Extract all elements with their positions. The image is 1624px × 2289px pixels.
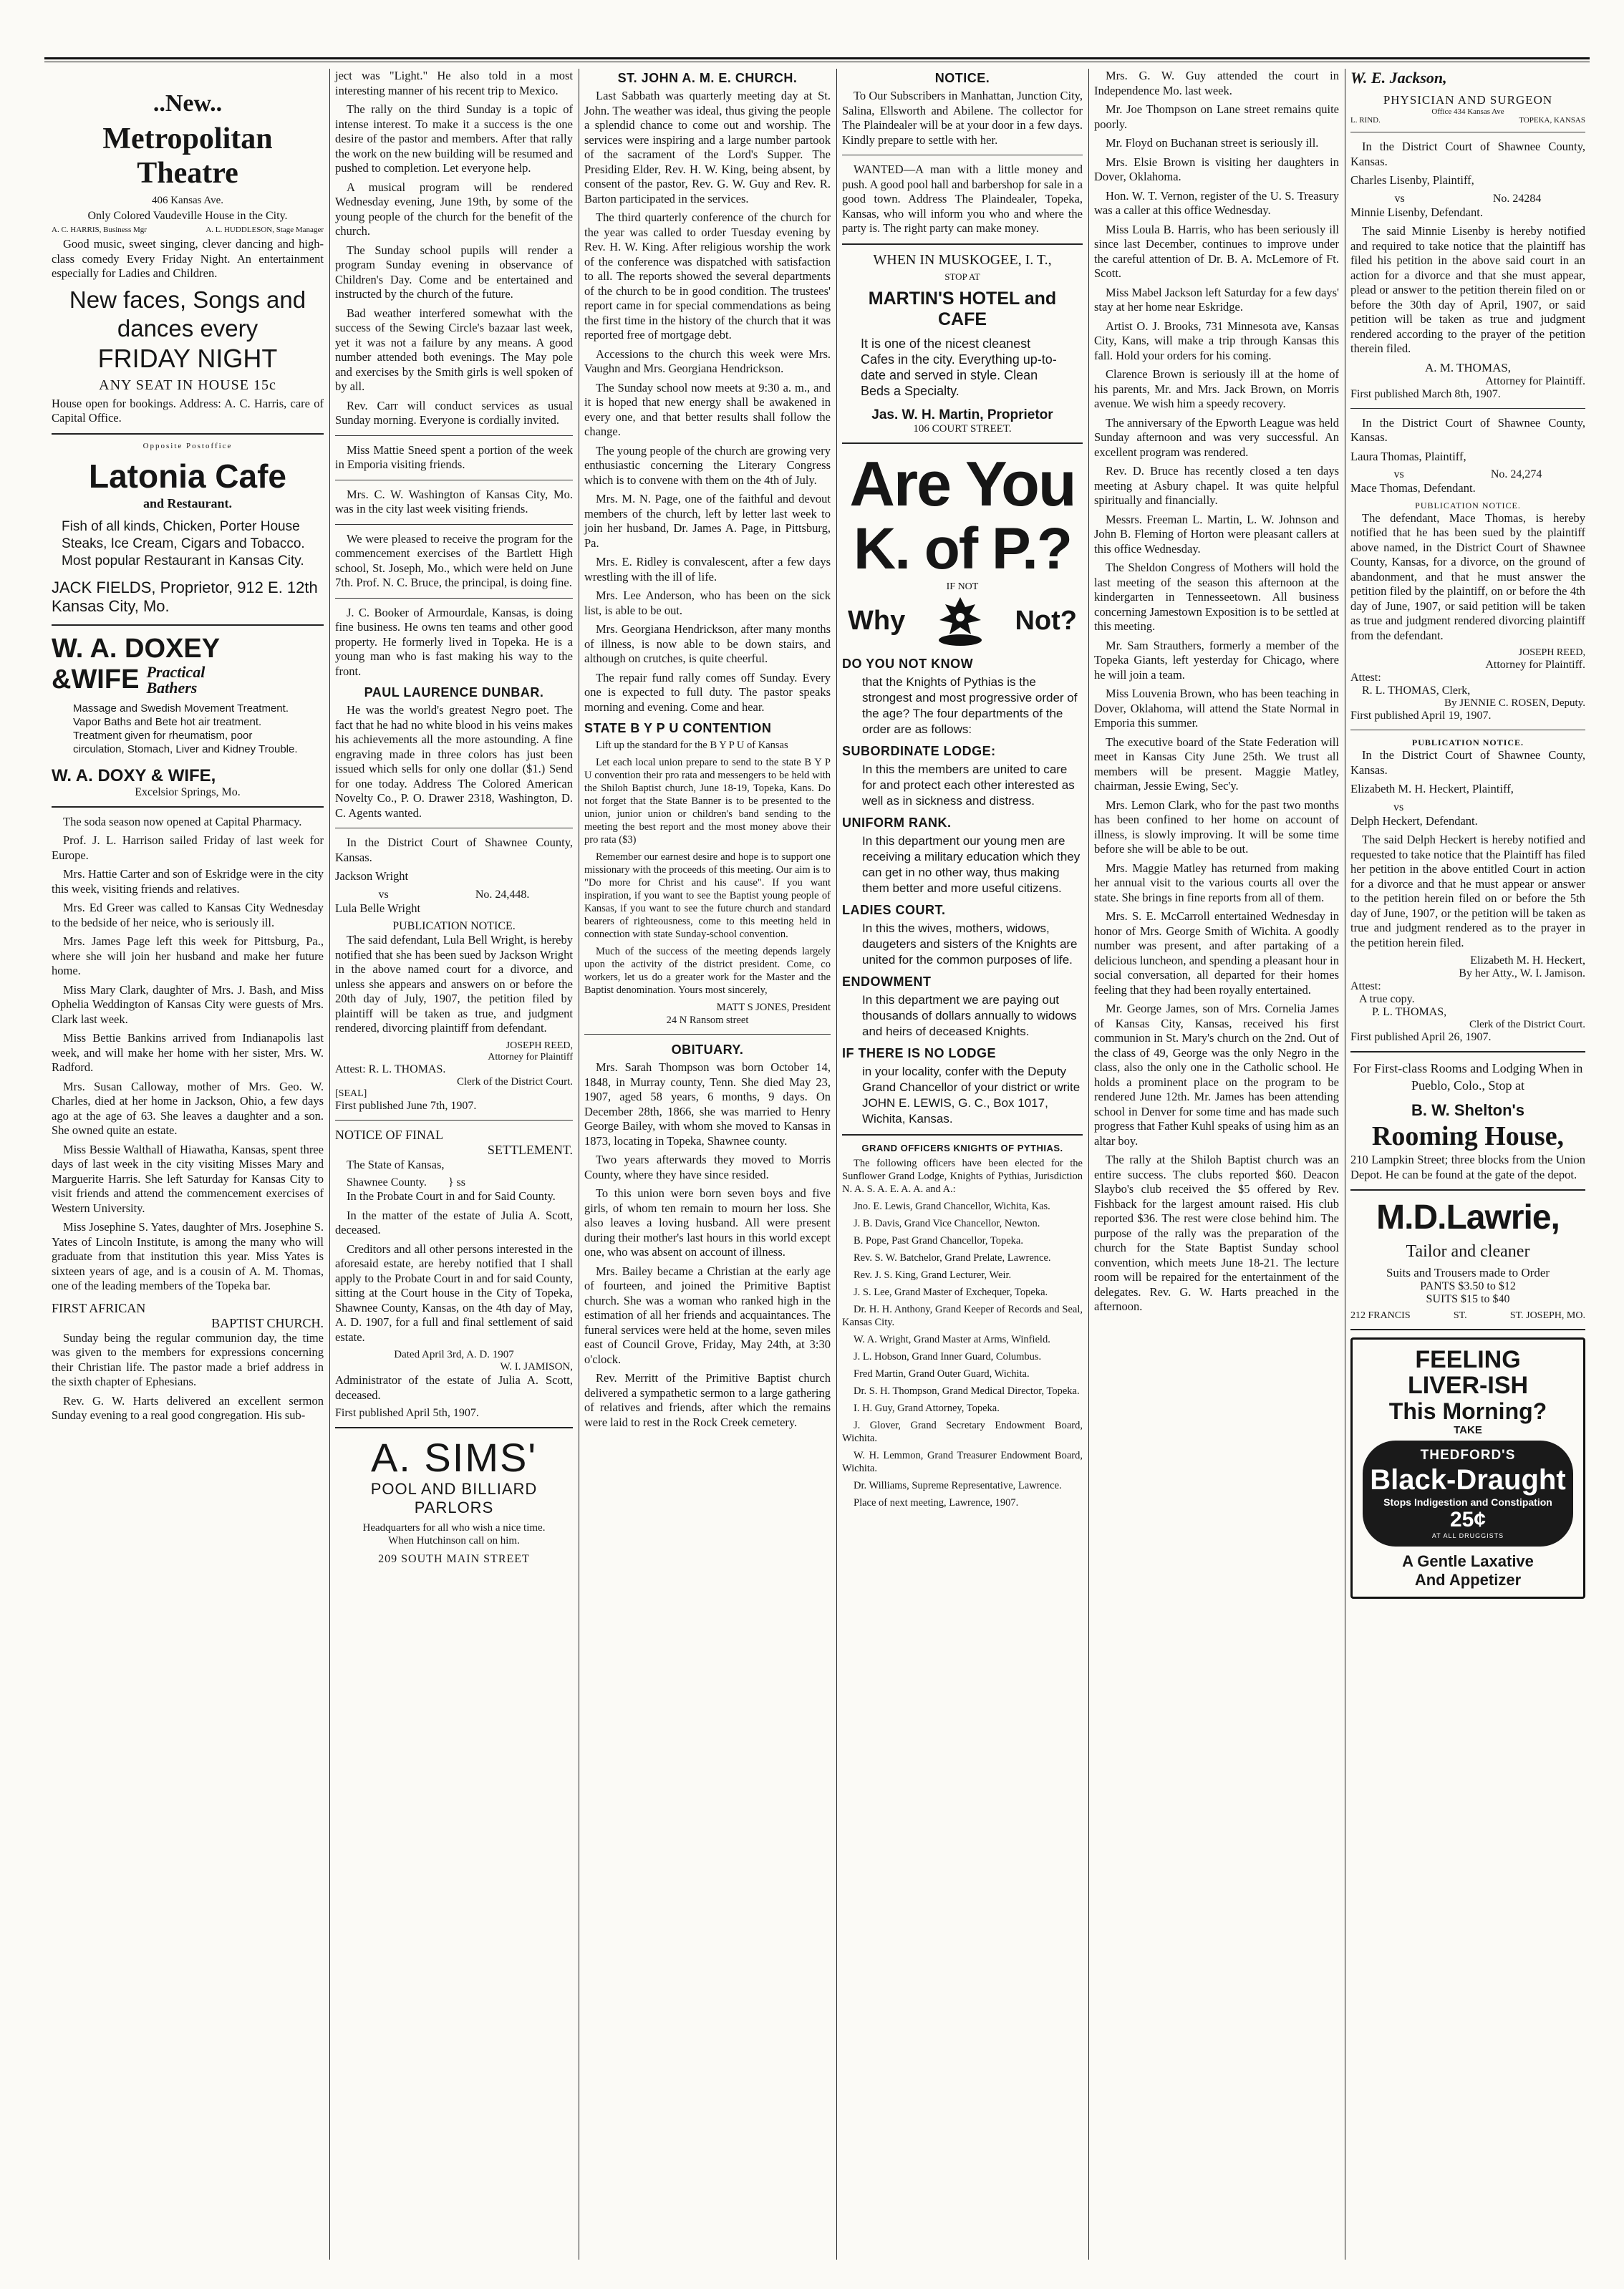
obituary-body: Mrs. Bailey became a Christian at the early age of fourteen, and joined the Primitive Baptist church. She was a woman who ranked high in the estimation of all her friends and acquaintances. The funeral services were held at the home, seven miles east of Council Grove, Friday, May 24th, at 3:30 o'clock. [584,1264,831,1366]
separator [1350,408,1585,409]
local-item: The anniversary of the Epworth League was held Sunday afternoon and was very successful. An excellent program was rendered. [1094,415,1339,459]
court-vs-row [335,889,573,901]
bd-morning: This Morning? [1388,1398,1547,1424]
separator [335,1427,573,1428]
lawrie-name: M.D.Lawrie, [1376,1199,1560,1237]
bd-appetizer: And Appetizer [1414,1571,1522,1589]
notice-1-plaintiff: Charles Lisenby, Plaintiff, [1350,173,1474,187]
jackson-address: Office 434 Kansas Ave [1431,107,1504,116]
officer-entry: W. H. Lemmon, Grand Treasurer Endowment Board, Wichita. [842,1449,1083,1474]
officer-entry: W. A. Wright, Grand Master at Arms, Winfield. [854,1333,1050,1345]
final-date: Dated April 3rd, A. D. 1907 [394,1349,514,1360]
bypu-body: Lift up the standard for the B Y P U of Kansas [596,740,788,751]
local-item: Mrs. James Page left this week for Pittsburg, Pa., where she will join her husband and make her future home. [52,934,324,977]
local-item: Mr. Joe Thompson on Lane street remains quite poorly. [1094,102,1339,131]
rooming-house: Rooming House, [1371,1121,1565,1151]
hotel-name: MARTIN'S HOTEL and CAFE [868,288,1057,329]
lawrie-address-left: 212 FRANCIS [1350,1310,1411,1321]
officer-entry: Dr. S. H. Thompson, Grand Medical Director, Topeka. [854,1385,1080,1397]
st-john-heading: ST. JOHN A. M. E. CHURCH. [617,71,798,85]
notice-1-court: In the District Court of Shawnee County, Kansas. [1350,140,1585,168]
lawrie-address-right: ST. JOSEPH, MO. [1509,1310,1585,1321]
notice-3-signature: Elizabeth M. H. Heckert, [1470,954,1585,967]
separator [842,1134,1083,1136]
news-item: Mrs. Georgiana Hendrickson, after many months of illness, is now able to be down stairs, and although on crutches, is quite cheerful. [584,622,831,665]
jackson-loc-row [1350,116,1585,125]
bd-price: 25¢ [1449,1508,1487,1531]
notice-2-first: First published April 19, 1907. [1350,710,1492,722]
theatre-only: Only Colored Vaudeville House in the City. [87,210,288,222]
bd-feeling: FEELING [1415,1346,1521,1373]
theatre-friday: FRIDAY NIGHT [97,343,278,373]
notice-2-defendant: Mace Thomas, Defendant. [1350,481,1476,495]
jackson-name: W. E. Jackson, [1350,69,1447,87]
officer-entry: Dr. H. H. Anthony, Grand Keeper of Records and Seal, Kansas City. [842,1303,1083,1328]
notice-3-attest: Attest: [1350,980,1381,992]
officers-place: Place of next meeting, Lawrence, 1907. [854,1496,1019,1509]
separator [52,433,324,435]
news-item: The repair fund rally comes off Sunday. Every one is expected to full duty. The pastor speaks morning and evening. Come and hear. [584,670,831,714]
obituary-body: Rev. Merritt of the Primitive Baptist church delivered a sympathetic sermon to a large gathering of relatives and friends, after which the remains were laid to rest in the Rock Creek cemetery. [584,1371,831,1429]
column-separator [329,69,330,2260]
separator [335,524,573,525]
bypu-body: Let each local union prepare to send to the state B Y P U convention their pro rata and messengers to be held with the Shiloh Baptist church, June 18-19, Topeka, Kans. Do not forget that the State Banner is to be presented to the union, junior union or children's band sending to the meeting the best report and the most money above their pro rata ($3) [584,757,831,846]
final-first-published: First published April 5th, 1907. [335,1407,479,1419]
kp-why: Why [848,606,906,636]
sims-address: 209 SOUTH MAIN STREET [378,1553,530,1565]
officers-intro: The following officers have been elected for the Sunflower Grand Lodge, Knights of Pythias, Jurisdiction N. A. S. A. E. A. A. and A.: [842,1157,1083,1195]
local-item: Hon. W. T. Vernon, register of the U. S. Treasury was a caller at this office Wednesday. [1094,188,1339,217]
bd-all-druggists: AT ALL DRUGGISTS [1431,1532,1504,1539]
theatre-managers [52,226,324,234]
news-item: We were pleased to receive the program for the commencement exercises of the Bartlett High school, St. Joseph, Mo., which were held on June 7th. Prof. N. C. Bruce, the principal, is doing fine. [335,531,573,589]
separator [584,1034,831,1035]
lawrie-body: Suits and Trousers made to Order [1386,1266,1550,1279]
local-item: Mrs. Maggie Matley has returned from making her annual visit to the various courts all over the state. She brings in fine reports from all of them. [1094,861,1339,904]
notice-body: To Our Subscribers in Manhattan, Junction City, Salina, Ellsworth and Abilene. The collector for The Plaindealer will be at your door in a few days. Kindly prepare to settle with her. [842,89,1083,147]
local-item: Mrs. Susan Calloway, mother of Mrs. Geo. W. Charles, died at her home in Jackson, Ohio, a few days ago at the age of 63. She leaves a daughter and a son. She owned quite an estate. [52,1079,324,1137]
kp-why-row [842,593,1083,650]
bypu-address: 24 N Ransom street [666,1015,749,1026]
local-item: Miss Mary Clark, daughter of Mrs. J. Bash, and Miss Ophelia Weddington of Kansas City were guests of Mrs. Clark last week. [52,982,324,1026]
separator [1350,1189,1585,1191]
separator [335,1120,573,1121]
endowment-heading: ENDOWMENT [842,974,932,989]
local-item: Miss Mabel Jackson left Saturday for a few days' stay at her home near Eskridge. [1094,285,1339,314]
news-item: The rally on the third Sunday is a topic of intense interest. To make it a success is the one desire of the pastor and members. After that rally the work on the new building will be resumed and pushed to completion. Let everyone help. [335,102,573,175]
notice-3-first: First published April 26, 1907. [1350,1031,1492,1043]
notice-3-clerk: P. L. THOMAS, [1372,1006,1447,1018]
court-heading: In the District Court of Shawnee County, Kansas. [335,836,573,864]
local-item: The rally at the Shiloh Baptist church was an entire success. The clubs reported $60. Deacon Slaybo's club received the $5 offered by Rev. Fishback for the largest amount raised. His club reported $36. The rest were close behind him. The purpose of the rally was the preparation of the church for the State Baptist Sunday school convention, which meets June 18-21. The lecture room will be repaired for the entertainment of the delegates. Rev. G. W. Harts preached in the afternoon. [1094,1153,1339,1313]
bd-black-draught: Black-Draught [1370,1464,1566,1496]
notice-2-number: No. 24,274 [1490,468,1542,480]
theatre-opposite: Opposite Postoffice [142,441,233,450]
doxey-practical: Practical Bathers [146,662,206,697]
column-separator [836,69,837,2260]
doxey-wife: &WIFE [52,664,140,695]
knights-emblem-icon [928,593,992,650]
officer-entry: Fred Martin, Grand Outer Guard, Wichita. [854,1368,1030,1380]
theatre-body: Good music, sweet singing, clever dancing and high-class comedy Every Friday Night. An entertainment especially for Ladies and Children. [52,237,324,280]
local-item: Artist O. J. Brooks, 731 Minnesota ave, Kansas City, Kans, will make a trip through Kansas this fall. Hold your orders for his coming. [1094,319,1339,362]
jackson-title: PHYSICIAN AND SURGEON [1383,93,1553,107]
notice-3-defendant: Delph Heckert, Defendant. [1350,813,1478,828]
local-item: Mrs. G. W. Guy attended the court in Independence Mo. last week. [1094,69,1339,97]
sims-sub-2: PARLORS [414,1499,494,1516]
theatre-name: Metropolitan Theatre [102,122,273,190]
notice-1-vs: vs [1394,192,1405,205]
news-item: Accessions to the church this week were Mrs. Vaughn and Mrs. Georgiana Hendrickson. [584,347,831,375]
church-title-2: BAPTIST CHURCH. [211,1315,324,1330]
notice-1-first: First published March 8th, 1907. [1350,387,1501,400]
bypu-heading: STATE B Y P U CONTENTION [584,721,772,735]
local-item: Mr. Floyd on Buchanan street is seriously ill. [1106,136,1319,150]
cafe-proprietor: JACK FIELDS, Proprietor, 912 E. 12th Kansas City, Mo. [52,578,318,615]
court-attest: Attest: R. L. THOMAS. [335,1063,446,1075]
notice-2-court: In the District Court of Shawnee County, Kansas. [1350,415,1585,444]
lawrie-address-mid: ST. [1453,1310,1467,1321]
separator [1350,1329,1585,1330]
stop-at: STOP AT [944,271,980,282]
notice-2-body: The defendant, Mace Thomas, is hereby notified that he has been sued by the plaintiff above named, in the District Court of Shawnee County, Kansas, for a divorce, on the ground of abandonment, and that he must answer the petition filed by the plaintiff, on or before the 4th day of June, 1907, or said petition will be taken as true and judgment rendered divorcing plaintiff from the defendant. [1350,510,1585,642]
court-clerk: Clerk of the District Court. [456,1075,573,1088]
final-ss: } ss [448,1176,465,1189]
local-item: Miss Josephine S. Yates, daughter of Mrs. Josephine S. Yates of Lincoln Institute, is among the many who will graduate from that institution this year. Miss Yates is sixteen years of age, and is a cousin of A. M. Thomas, one of the leading members of the Topeka bar. [52,1220,324,1292]
separator [842,243,1083,245]
kp-know-body: that the Knights of Pythias is the strongest and most progressive order of the age? The four departments of the order are as follows: [862,674,1078,736]
notice-heading: NOTICE. [934,71,990,85]
notice-3-court: In the District Court of Shawnee County, Kansas. [1350,748,1585,777]
final-signature: W. I. JAMISON, [500,1361,573,1373]
ladies-heading: LADIES COURT. [842,902,946,917]
officer-entry: Jno. E. Lewis, Grand Chancellor, Wichita, Kas. [854,1200,1050,1212]
obituary-body: To this union were born seven boys and five girls, of whom ten remain to mourn her loss. She also leaves a loving husband. All were present during their mother's last hours in this world except one, who was absent on account of illness. [584,1186,831,1259]
bd-gentle: A Gentle Laxative [1402,1552,1534,1570]
officer-entry: Dr. Williams, Supreme Representative, Lawrence. [854,1479,1062,1491]
bd-take: TAKE [1454,1424,1482,1436]
theatre-stage-mgr: A. L. HUDDLESON, Stage Manager [206,226,324,234]
officer-entry: I. H. Guy, Grand Attorney, Topeka. [854,1402,1000,1414]
news-item: J. C. Booker of Armourdale, Kansas, is doing fine business. He owns ten teams and other good property. He formerly lived in Topeka. He is a young man who is fast making his way to the front. [335,605,573,678]
column-3 [580,69,835,2260]
shelton-body: 210 Lampkin Street; three blocks from the Union Depot. He can be found at the gate of the depot. [1350,1153,1585,1181]
notice-2-publication: PUBLICATION NOTICE. [1415,500,1521,510]
local-item: The executive board of the State Federation will meet in Kansas City June 25th. We trust all members will be present. Maggie Matley, chairman, Jessie Ewing, Sec'y. [1094,735,1339,793]
hotel-address: 106 COURT STREET. [913,422,1012,435]
notice-1-body: The said Minnie Lisenby is hereby notified and required to take notice that the plaintiff has filed his petition in the above said court in an action for a divorce and that she must appear, plead or answer to the petition therein filed on or before the 30th day of April, 1907, or said petition will be taken as true and judgment rendered according to the prayer of the petition therein filed. [1350,224,1585,355]
church-title: FIRST AFRICAN [52,1300,146,1315]
local-item: Mrs. Ed Greer was called to Kansas City Wednesday to the bedside of her neice, who is seriously ill. [52,901,324,929]
final-title: NOTICE OF FINAL [335,1127,443,1142]
notice-1-number: No. 24284 [1492,192,1542,205]
bd-thedford: THEDFORD'S [1420,1448,1516,1463]
notice-3-plaintiff: Elizabeth M. H. Heckert, Plaintiff, [1350,782,1514,795]
notice-1-attorney: Attorney for Plaintiff. [1485,374,1585,387]
news-item: Mrs. M. N. Page, one of the faithful and devout members of the church, left by letter last week to join her husband, Dr. James A. Page, in Pittsburg, Pa. [584,492,831,550]
separator [842,442,1083,444]
no-lodge-body: in your locality, confer with the Deputy Grand Chancellor of your district or write JOHN E. LEWIS, G. C., Box 1017, Wichita, Kansas. [862,1064,1081,1126]
notice-2-vs: vs [1393,468,1404,480]
kp-know-heading: DO YOU NOT KNOW [842,656,974,671]
officer-entry: J. S. Lee, Grand Master of Exchequer, Topeka. [854,1286,1048,1298]
court-signature: JOSEPH REED, [506,1040,573,1051]
column-5 [1090,69,1343,2260]
news-item: Rev. Carr will conduct services as usual Sunday morning. Everyone is cordially invited. [335,398,573,427]
sims-body: Headquarters for all who wish a nice time. When Hutchinson call on him. [362,1522,546,1547]
sims-sub: POOL AND BILLIARD [370,1480,538,1498]
cafe-name: Latonia Cafe [88,457,287,495]
news-item: Bad weather interfered somewhat with the success of the Sewing Circle's bazaar last week, yet it was not a failure by any means. A good number attended both evenings. The May pole and exercises by the Smith girls is well spoken of by all. [335,306,573,393]
separator [1350,1051,1585,1052]
no-lodge-heading: IF THERE IS NO LODGE [842,1045,997,1060]
final-state: The State of Kansas, [347,1157,445,1171]
court-number: No. 24,448. [475,888,530,901]
court-publication: PUBLICATION NOTICE. [392,920,516,932]
obituary-body: Mrs. Sarah Thompson was born October 14, 1848, in Murray county, Tenn. She died May 23, 1907, aged 58 years, 6 months, 9 days. On December 28th, 1866, she was married to Henry George Bailey, with whom she moved to Kansas in 1873, locating in Topeka, Shawnee county. [584,1060,831,1148]
theatre-open: House open for bookings. Address: A. C. Harris, care of Capital Office. [52,396,324,425]
subordinate-body: In this the members are united to care for and protect each other interested as well as in sickness and distress. [862,762,1075,808]
kp-k-of-p: K. of P.? [854,516,1071,581]
local-item: The Sheldon Congress of Mothers will hold the last meeting of the season this afternoon at the kindergarten in Tennesseetown. All business concerning Jamestown Exposition is to be settled at this meeting. [1094,561,1339,633]
doxey-wife-row [52,664,324,696]
black-draught-ad [1350,1337,1585,1599]
lawrie-suits: SUITS $15 to $40 [1426,1293,1510,1305]
final-body: In the Probate Court in and for Said County. [347,1189,556,1203]
cafe-body: Fish of all kinds, Chicken, Porter House Steaks, Ice Cream, Cigars and Tobacco. Most popular Restaurant in Kansas City. [62,518,305,568]
local-item: The soda season now opened at Capital Pharmacy. [63,814,302,828]
news-item: The Sunday school pupils will render a program Sunday evening in observance of Children's Day. Come and be entertained and instructed by the church of the future. [335,243,573,301]
local-item: Mr. George James, son of Mrs. Cornelia James of Kansas City, Kansas, received his first communion in St. Mary's church on the 2nd. Out of the class of 49, George was the only Negro in the class, also the only one in the Catholic school. He holds a prominent place on the program to be rendered June 12th. Mr. James has been attending school in Denver for some time and has made such progress that Father Kuhl speaks of using him as an altar boy. [1094,1002,1339,1148]
cafe-sub: and Restaurant. [142,495,232,510]
obituary-heading: OBITUARY. [671,1042,744,1057]
local-item: Miss Loula B. Harris, who has been seriously ill since last December, continues to improve under the careful attention of Dr. B. A. McLemore of Ft. Scott. [1094,222,1339,280]
officer-entry: J. Glover, Grand Secretary Endowment Board, Wichita. [842,1419,1083,1444]
local-item: Mrs. S. E. McCarroll entertained Wednesday in honor of Mrs. George Smith of Wichita. A goodly number was present, and after partaking of a delicious luncheon, and spending a pleasant hour in social conversation, all departed for their homes feeling that they had been royally entertained. [1094,909,1339,997]
final-body-2: In the matter of the estate of Julia A. Scott, deceased. [335,1208,573,1237]
column-6 [1346,69,1590,2260]
bd-badge [1363,1441,1573,1547]
doxey-title: W. A. DOXEY [52,633,221,664]
dunbar-body: He was the world's greatest Negro poet. The fact that he had no white blood in his veins makes his achievements all the more astounding. A fine engraving made in three colors has just been issued which sells for only one dollar ($1.) Send for one today. Address The Colored American Novelty Co., P. O. Drawer 2318, Washington, D. C. Agents wanted. [335,703,573,820]
obituary-body: Two years afterwards they moved to Morris County, where they have since resided. [584,1153,831,1181]
local-item: Miss Louvenia Brown, who has been teaching in Dover, Oklahoma, will attend the State Normal in Emporia this summer. [1094,687,1339,730]
news-item: Last Sabbath was quarterly meeting day at St. John. The weather was ideal, thus giving the people a splendid chance to come out and worship. The services were inspiring and a large number partook of the sacrament of the Lord's Supper. The Presiding Elder, Rev. H. W. King, being absent, by consent of the pastor, Rev. G. W. Guy and Rev. R. Barton participated in the services. [584,89,831,205]
local-item: Prof. J. L. Harrison sailed Friday of last week for Europe. [52,833,324,862]
final-county: Shawnee County. [347,1176,427,1189]
court-body: The said defendant, Lula Bell Wright, is hereby notified that she has been sued by Jackson Wright in the above named court for a divorce, and unless she appears and answers on or before the 20th day of July, 1907, the petition filed by plaintiff will be taken as true, and judgment rendered, divorcing plaintiff from defendant. [335,933,573,1035]
bypu-body: Much of the success of the meeting depends largely upon the activity of the district president. Come, co workers, let us do a greater work for the Master and the Baptist denomination. Yours most sincerely, [584,946,831,996]
local-item: Mrs. Hattie Carter and son of Eskridge were in the city this week, visiting friends and relatives. [52,867,324,896]
notice-1-vs-row [1350,193,1585,205]
lawrie-pants: PANTS $3.50 to $12 [1420,1280,1516,1292]
column-4 [838,69,1087,2260]
news-item: Miss Mattie Sneed spent a portion of the week in Emporia visiting friends. [335,442,573,471]
notice-3-attorney: By her Atty., W. I. Jamison. [1459,967,1585,979]
final-title-2: SETTLEMENT. [487,1142,573,1157]
local-item: Mr. Sam Strauthers, formerly a member of the Topeka Giants, left yesterday for Chicago, where he will join a team. [1094,638,1339,682]
doxey-location: Excelsior Springs, Mo. [135,785,241,798]
notice-3-publication: PUBLICATION NOTICE. [1411,737,1524,747]
column-2 [331,69,577,2260]
separator [52,624,324,626]
notice-1-defendant: Minnie Lisenby, Defendant. [1350,205,1483,219]
doxey-body: Massage and Swedish Movement Treatment. Vapor Baths and Bete hot air treatment. Treatment given for rheumatism, poor circulation, Stomach, Liver and Kidney Trouble. [73,702,298,755]
officers-heading: GRAND OFFICERS KNIGHTS OF PYTHIAS. [861,1142,1063,1153]
theatre-new: ..New.. [153,90,223,117]
kp-if-not: IF NOT [946,581,979,592]
officer-entry: Rev. J. S. King, Grand Lecturer, Weir. [854,1269,1012,1281]
lawrie-address-row [1350,1310,1585,1322]
hotel-body: It is one of the nicest cleanest Cafes in the city. Everything up-to-date and served in style. Clean Beds a Specialty. [861,336,1057,398]
court-first-published: First published June 7th, 1907. [335,1099,477,1112]
uniform-body: In this department our young men are receiving a military education which they can get in no other way, thus making them better and more useful citizens. [862,833,1081,895]
lawrie-sub: Tailor and cleaner [1406,1242,1530,1261]
separator [335,598,573,599]
officer-entry: J. L. Hobson, Grand Inner Guard, Columbus. [854,1350,1042,1363]
news-item: Mrs. Lee Anderson, who has been on the sick list, is able to be out. [584,589,831,617]
notice-2-plaintiff: Laura Thomas, Plaintiff, [1350,449,1466,463]
theatre-business-mgr: A. C. HARRIS, Business Mgr [52,226,147,234]
court-attorney: Attorney for Plaintiff [488,1051,573,1063]
news-item: A musical program will be rendered Wednesday evening, June 19th, by some of the young people of the church for the benefit of the church. [335,180,573,238]
kp-are-you: Are You [849,447,1076,519]
shelton-name: B. W. Shelton's [1411,1101,1525,1119]
church-body: Sunday being the regular communion day, the time was given to the members for expressions concerning their Christian life. The pastor made a brief address in the sixth chapter of Ephesians. [52,1330,324,1388]
theatre-faces: New faces, Songs and dances every [69,286,306,342]
notice-2-signature: JOSEPH REED, [1518,647,1585,658]
local-item: Miss Bessie Walthall of Hiawatha, Kansas, spent three days of last week in the city visiting Misses Mary and Marguerite Harris. She left Saturday for Kansas City to visit friends and attend the commencement exercises of Western University. [52,1142,324,1215]
court-seal: [SEAL] [335,1088,367,1099]
local-item: Miss Bettie Bankins arrived from Indianapolis last week, and will make her home with her sister, Mrs. W. Radford. [52,1031,324,1074]
news-item: The Sunday school now meets at 9:30 a. m., and it is hoped that new energy shall be awakened in every one, and that better results shall follow the change. [584,380,831,438]
endowment-body: In this department we are paying out thousands of dollars annually to widows and heirs of deceased Knights. [862,992,1077,1038]
top-rule [44,57,1590,59]
pueblo-ad: For First-class Rooms and Lodging When in Pueblo, Colo., Stop at [1353,1061,1583,1093]
notice-2-attorney: Attorney for Plaintiff. [1485,659,1585,671]
local-item: Messrs. Freeman L. Martin, L. W. Johnson and John B. Fleming of Horton were pleasant callers at this office Wednesday. [1094,512,1339,556]
muskogee: WHEN IN MUSKOGEE, I. T., [873,251,1052,268]
notice-3-clerk-title: Clerk of the District Court. [1469,1019,1585,1030]
column-1 [47,69,328,2260]
local-item: Clarence Brown is seriously ill at the home of his parents, Mr. and Mrs. Jack Brown, on Morris avenue. We wish him a speedy recovery. [1094,367,1339,410]
uniform-heading: UNIFORM RANK. [842,815,952,830]
sims-name: A. SIMS' [370,1435,538,1480]
final-body-3: Creditors and all other persons interested in the aforesaid estate, are hereby notified that I shall apply to the Probate Court in and for said County, sitting at the Court house in the City of Topeka, Shawnee County, Kansas, on the 4th day of May, A. D. 1907, for a full and final settlement of said estate. [335,1242,573,1344]
news-item: The young people of the church are growing very enthusiastic concerning the Literary Congress which is to convene with them on the 4th of July. [584,443,831,487]
final-county-row [335,1176,573,1189]
wanted-ad: WANTED—A man with a little money and push. A good pool hall and barbershop for sale in a good town. Address The Plaindealer, Topeka, Kansas, who will inform you who and where the party is. The right party can make money. [842,163,1083,235]
kp-not: Not? [1015,606,1077,636]
notice-3-body: The said Delph Heckert is hereby notified and requested to take notice that the Plaintiff has filed her petition in the above entitled Court in action for a divorce and that he must appear or answer to the petition herein filed on or before the 5th day of June, 1907, or the petition will be taken as true and judgment rendered as to the prayer in the petition herein filed. [1350,833,1585,949]
notice-2-attest: Attest: [1350,672,1381,684]
bd-stops: Stops Indigestion and Constipation [1383,1496,1552,1508]
subordinate-heading: SUBORDINATE LODGE: [842,743,996,758]
bypu-signature: MATT S JONES, President [716,1002,831,1013]
hotel-proprietor: Jas. W. H. Martin, Proprietor [871,407,1053,422]
news-item: The third quarterly conference of the church for the year was called to order Tuesday evening by Rev. H. W. King. After religious worship the work of the conference was dispatched with satisfaction to all. The reports showed the several departments of the church to be in good condition. The trustees' report came in for special commendations as being the first time in the history of the church that it was reported free of mortgage debt. [584,210,831,342]
doxey-signature: W. A. DOXY & WIFE, [52,765,216,785]
church-body-2: Rev. G. W. Harts delivered an excellent sermon Sunday evening to a real good congregation. His sub- [52,1393,324,1422]
notice-2-deputy: By JENNIE C. ROSEN, Deputy. [1444,697,1585,709]
notice-2-vs-row [1350,468,1585,481]
separator [335,435,573,436]
separator [52,806,324,808]
officer-entry: Rev. S. W. Batchelor, Grand Prelate, Lawrence. [854,1252,1051,1264]
local-item: Rev. D. Bruce has recently closed a ten days meeting at Asbury chapel. It was quite helpful spiritually and financially. [1094,464,1339,507]
final-admin: Administrator of the estate of Julia A. Scott, deceased. [335,1373,573,1402]
local-item: Mrs. Elsie Brown is visiting her daughters in Dover, Oklahoma. [1094,155,1339,183]
notice-3-copy: A true copy. [1359,993,1415,1005]
column-separator [1088,69,1089,2260]
dunbar-heading: PAUL LAURENCE DUNBAR. [364,685,544,700]
news-item: Mrs. E. Ridley is convalescent, after a few days wrestling with the ill of life. [584,555,831,584]
officer-entry: J. B. Davis, Grand Vice Chancellor, Newton. [854,1217,1040,1229]
court-vs: vs [378,888,389,901]
notice-1-signature: A. M. THOMAS, [1424,360,1512,374]
court-plaintiff: Jackson Wright [335,869,409,883]
theatre-address: 406 Kansas Ave. [151,195,224,206]
jackson-loc-left: L. RIND. [1350,116,1381,125]
notice-2-clerk: R. L. THOMAS, Clerk, [1362,684,1471,697]
local-item: Mrs. Lemon Clark, who for the past two months has been confined to her home on account of illness, is slowly improving. It will be some time before she will be able to be out. [1094,798,1339,856]
theatre-seat: ANY SEAT IN HOUSE 15c [99,377,276,393]
bd-liver: LIVER-ISH [1407,1372,1529,1399]
notice-3-vs: vs [1393,800,1404,813]
continued-text: ject was "Light." He also told in a most interesting manner of his recent trip to Mexico. [335,69,573,97]
news-item: Mrs. C. W. Washington of Kansas City, Mo. was in the city last week visiting friends. [335,487,573,516]
court-defendant: Lula Belle Wright [335,901,421,915]
jackson-loc-right: TOPEKA, KANSAS [1519,116,1585,125]
ladies-body: In this the wives, mothers, widows, daugeters and sisters of the Knights are united for the common purposes of life. [862,921,1078,967]
officer-entry: B. Pope, Past Grand Chancellor, Topeka. [854,1234,1023,1247]
bypu-body: Remember our earnest desire and hope is to support one missionary with the proceeds of this meeting. Our aim is to "Do more for Christ and his cause". If you want inspiration, if you want to see the Baptist young people of Kansas, if you want to see the future church and standard bearers of righteousness, come to this meeting held in connection with state Sunday-school convention. [584,851,831,940]
